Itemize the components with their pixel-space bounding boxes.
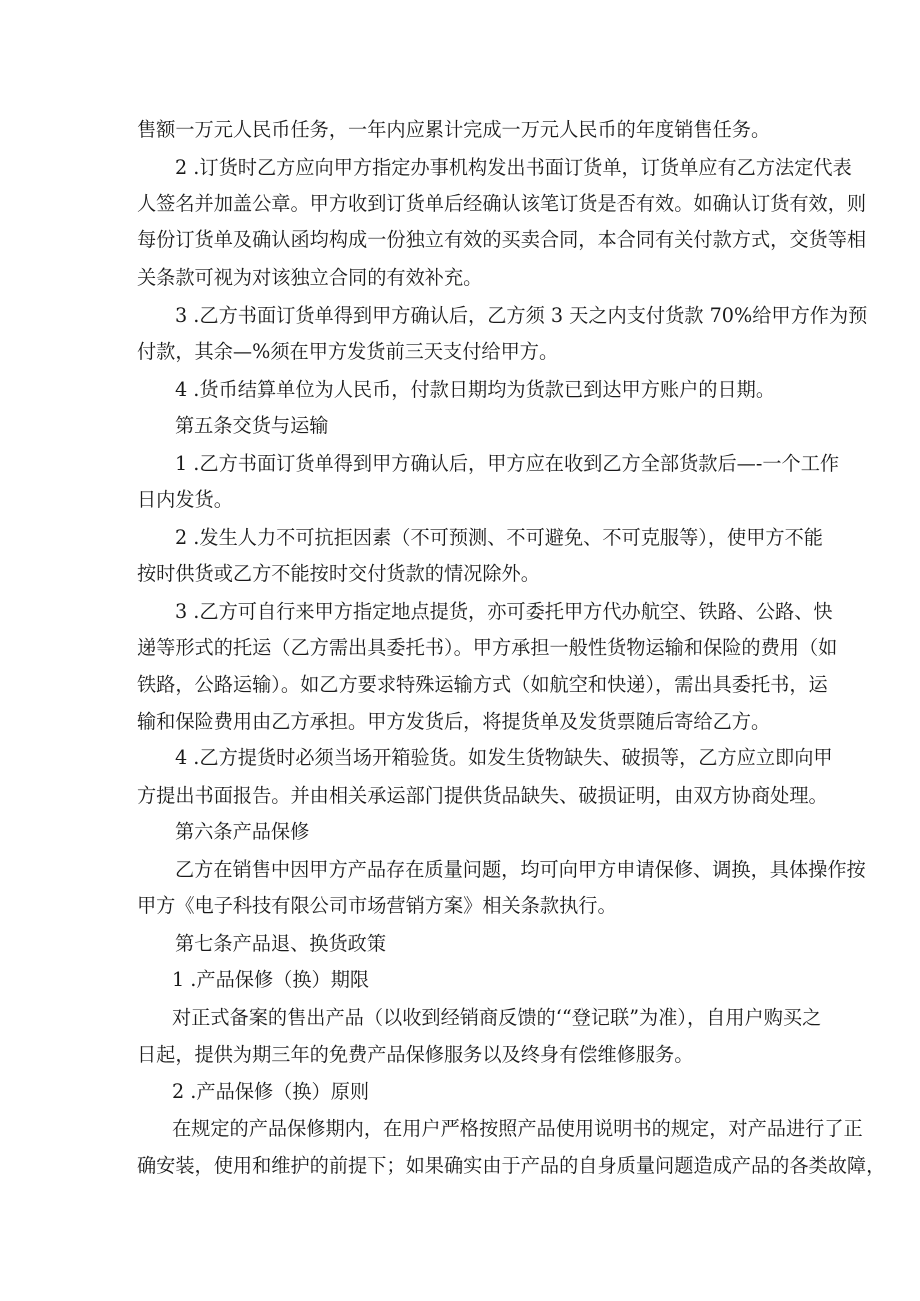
text-line: 输和保险费用由乙方承担。甲方发货后，将提货单及发货票随后寄给乙方。: [137, 710, 771, 733]
text-line: 3 .乙方可自行来甲方指定地点提货，亦可委托甲方代办航空、铁路、公路、快: [175, 600, 833, 623]
text-line: 4 .货币结算单位为人民币，付款日期均为货款已到达甲方账户的日期。: [175, 378, 776, 401]
text-line: 1 .乙方书面订货单得到甲方确认后，甲方应在收到乙方全部货款后—-一个工作: [175, 452, 840, 475]
text-line: 4 .乙方提货时必须当场开箱验货。如发生货物缺失、破损等，乙方应立即向甲: [175, 746, 833, 769]
text-line: 每份订货单及确认函均构成一份独立有效的买卖合同，本合同有关付款方式，交货等相: [137, 228, 867, 251]
text-line: 售额一万元人民币任务，一年内应累计完成一万元人民币的年度销售任务。: [137, 118, 771, 141]
text-line: 递等形式的托运（乙方需出具委托书）。甲方承担一般性货物运输和保险的费用（如: [137, 636, 838, 659]
text-line: 乙方在销售中因甲方产品存在质量问题，均可向甲方申请保修、调换，具体操作按: [175, 858, 866, 881]
text-line: 方提出书面报告。并由相关承运部门提供货品缺失、破损证明，由双方协商处理。: [137, 784, 828, 807]
text-line: 付款，其余—%须在甲方发货前三天支付给甲方。: [137, 340, 559, 363]
text-line: 按时供货或乙方不能按时交付货款的情况除外。: [137, 562, 540, 585]
sub-heading: 1 .产品保修（换）期限: [172, 968, 370, 991]
sub-heading: 2 .产品保修（换）原则: [172, 1080, 370, 1103]
section-heading: 第六条产品保修: [175, 820, 310, 843]
text-line: 人签名并加盖公章。甲方收到订货单后经确认该笔订货是否有效。如确认订货有效，则: [137, 192, 867, 215]
text-line: 确安装，使用和维护的前提下；如果确实由于产品的自身质量问题造成产品的各类故障，: [137, 1154, 886, 1177]
text-line: 2 .订货时乙方应向甲方指定办事机构发出书面订货单，订货单应有乙方法定代表: [175, 156, 852, 179]
text-line: 对正式备案的售出产品（以收到经销商反馈的‘“登记联”为准），自用户购买之: [172, 1006, 822, 1029]
section-heading: 第七条产品退、换货政策: [175, 932, 387, 955]
text-line: 铁路，公路运输）。如乙方要求特殊运输方式（如航空和快递），需出具委托书，运: [137, 673, 828, 696]
section-heading: 第五条交货与运输: [175, 414, 329, 437]
text-line: 2 .发生人力不可抗拒因素（不可预测、不可避免、不可克服等），使甲方不能: [175, 526, 823, 549]
text-line: 在规定的产品保修期内，在用户严格按照产品使用说明书的规定，对产品进行了正: [172, 1117, 863, 1140]
text-line: 关条款可视为对该独立合同的有效补充。: [137, 266, 483, 289]
text-line: 甲方《电子科技有限公司市场营销方案》相关条款执行。: [137, 894, 617, 917]
text-line: 3 .乙方书面订货单得到甲方确认后，乙方须 3 天之内支付货款 70%给甲方作为预: [175, 304, 868, 327]
text-line: 日内发货。: [137, 488, 233, 511]
text-line: 日起，提供为期三年的免费产品保修服务以及终身有偿维修服务。: [137, 1043, 694, 1066]
